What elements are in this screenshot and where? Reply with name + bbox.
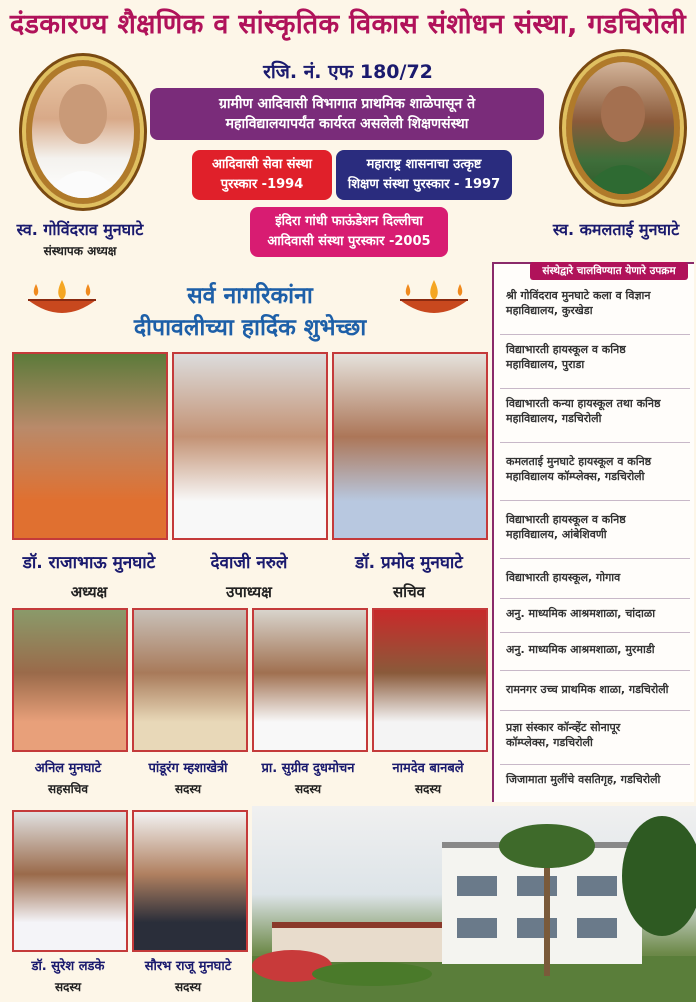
member-name: अनिल मुनघाटे (34, 761, 102, 776)
institutions-panel (492, 262, 694, 802)
diya-lamp-icon (24, 278, 100, 322)
award-line-1: महाराष्ट्र शासनाचा उत्कृष्ट (366, 157, 482, 172)
institution-item: अनु. माध्यमिक आश्रमशाळा, मुरमाडी (506, 643, 655, 656)
institution-item: जिजामाता मुलींचे वसतिगृह, गडचिरोली (506, 773, 661, 786)
founder-name-right: स्व. कमलताई मुनघाटे (552, 220, 680, 239)
member-photo (12, 352, 168, 540)
member-photo (132, 608, 248, 752)
founder-portrait-right (566, 56, 680, 200)
greeting-line-1: सर्व नागरिकांना (187, 283, 313, 309)
page-title: दंडकारण्य शैक्षणिक व सांस्कृतिक विकास संशोधन संस्था, गडचिरोली (9, 9, 687, 40)
member-role: सदस्य (54, 980, 82, 994)
member-role: उपाध्यक्ष (226, 583, 272, 601)
member-role: सदस्य (414, 782, 442, 796)
member-role: अध्यक्ष (70, 583, 108, 601)
about-line-2: महाविद्यालयापर्यंत कार्यरत असलेली शिक्षणसंस्था (225, 116, 469, 132)
member-photo (132, 810, 248, 952)
divider (500, 710, 690, 711)
campus-photo (252, 806, 696, 1002)
institution-item: प्रज्ञा संस्कार कॉन्व्हेंट सोनापूर कॉम्प्लेक्स, गडचिरोली (506, 721, 621, 749)
member-role: सहसचिव (48, 782, 88, 796)
person-silhouette-icon (32, 66, 134, 198)
diwali-greeting (100, 280, 400, 344)
about-banner (150, 88, 544, 140)
member-name: डॉ. प्रमोद मुनघाटे (355, 553, 463, 573)
member-name: पांडूरंग म्हशाखेत्री (148, 761, 228, 776)
divider (500, 334, 690, 335)
divider (500, 670, 690, 671)
award-line-2: शिक्षण संस्था पुरस्कार - 1997 (347, 177, 501, 192)
member-name: सौरभ राजू मुनघाटे (144, 959, 232, 974)
greeting-line-2: दीपावलीच्या हार्दिक शुभेच्छा (133, 315, 367, 341)
award-badge-1997 (336, 150, 512, 200)
award-line-1: इंदिरा गांधी फाऊंडेशन दिल्लीचा (275, 214, 423, 229)
award-line-2: आदिवासी संस्था पुरस्कार -2005 (267, 234, 431, 249)
institution-item: विद्याभारती कन्या हायस्कूल तथा कनिष्ठ महाविद्यालय, गडचिरोली (506, 397, 661, 425)
member-photo (252, 608, 368, 752)
divider (500, 598, 690, 599)
institutions-header: संस्थेद्वारे चालविण्यात येणारे उपक्रम (530, 262, 688, 280)
member-name: नामदेव बानबले (392, 761, 464, 776)
member-name: देवाजी नरुले (210, 553, 288, 573)
institution-item: विद्याभारती हायस्कूल व कनिष्ठ महाविद्यालय, पुराडा (506, 343, 626, 371)
member-name: प्रा. सुग्रीव दुधमोचन (261, 761, 355, 776)
member-role: सचिव (393, 583, 425, 601)
divider (500, 442, 690, 443)
member-photo (332, 352, 488, 540)
member-photo (12, 810, 128, 952)
person-silhouette-icon (572, 62, 674, 194)
award-badge-1994 (192, 150, 332, 200)
registration-number: रजि. नं. एफ 180/72 (263, 61, 433, 83)
member-name: डॉ. सुरेश लडके (31, 959, 105, 974)
member-photo (172, 352, 328, 540)
institution-item: अनु. माध्यमिक आश्रमशाळा, चांदाळा (506, 607, 656, 620)
award-badge-2005 (250, 207, 448, 257)
member-photo (372, 608, 488, 752)
member-photo (12, 608, 128, 752)
institution-item: रामनगर उच्च प्राथमिक शाळा, गडचिरोली (506, 683, 669, 696)
divider (500, 388, 690, 389)
building-illustration (252, 806, 696, 1002)
institution-item: श्री गोविंदराव मुनघाटे कला व विज्ञान महाविद्यालय, कुरखेडा (506, 289, 651, 317)
divider (500, 632, 690, 633)
member-role: सदस्य (294, 782, 322, 796)
institution-item: कमलताई मुनघाटे हायस्कूल व कनिष्ठ महाविद्यालय कॉम्प्लेक्स, गडचिरोली (506, 455, 652, 483)
divider (500, 558, 690, 559)
member-role: सदस्य (174, 980, 202, 994)
founder-name-left: स्व. गोविंदराव मुनघाटे (16, 220, 144, 239)
divider (500, 764, 690, 765)
diya-lamp-icon (396, 278, 472, 322)
founder-role-left: संस्थापक अध्यक्ष (43, 244, 117, 258)
institution-item: विद्याभारती हायस्कूल व कनिष्ठ महाविद्यालय, आंबेशिवणी (506, 513, 626, 541)
member-name: डॉ. राजाभाऊ मुनघाटे (22, 553, 156, 573)
divider (500, 500, 690, 501)
about-line-1: ग्रामीण आदिवासी विभागात प्राथमिक शाळेपासून ते (218, 96, 476, 112)
founder-portrait-left (26, 60, 140, 204)
institution-item: विद्याभारती हायस्कूल, गोगाव (506, 571, 621, 584)
award-line-1: आदिवासी सेवा संस्था (212, 157, 312, 172)
member-role: सदस्य (174, 782, 202, 796)
award-line-2: पुरस्कार -1994 (220, 177, 304, 192)
